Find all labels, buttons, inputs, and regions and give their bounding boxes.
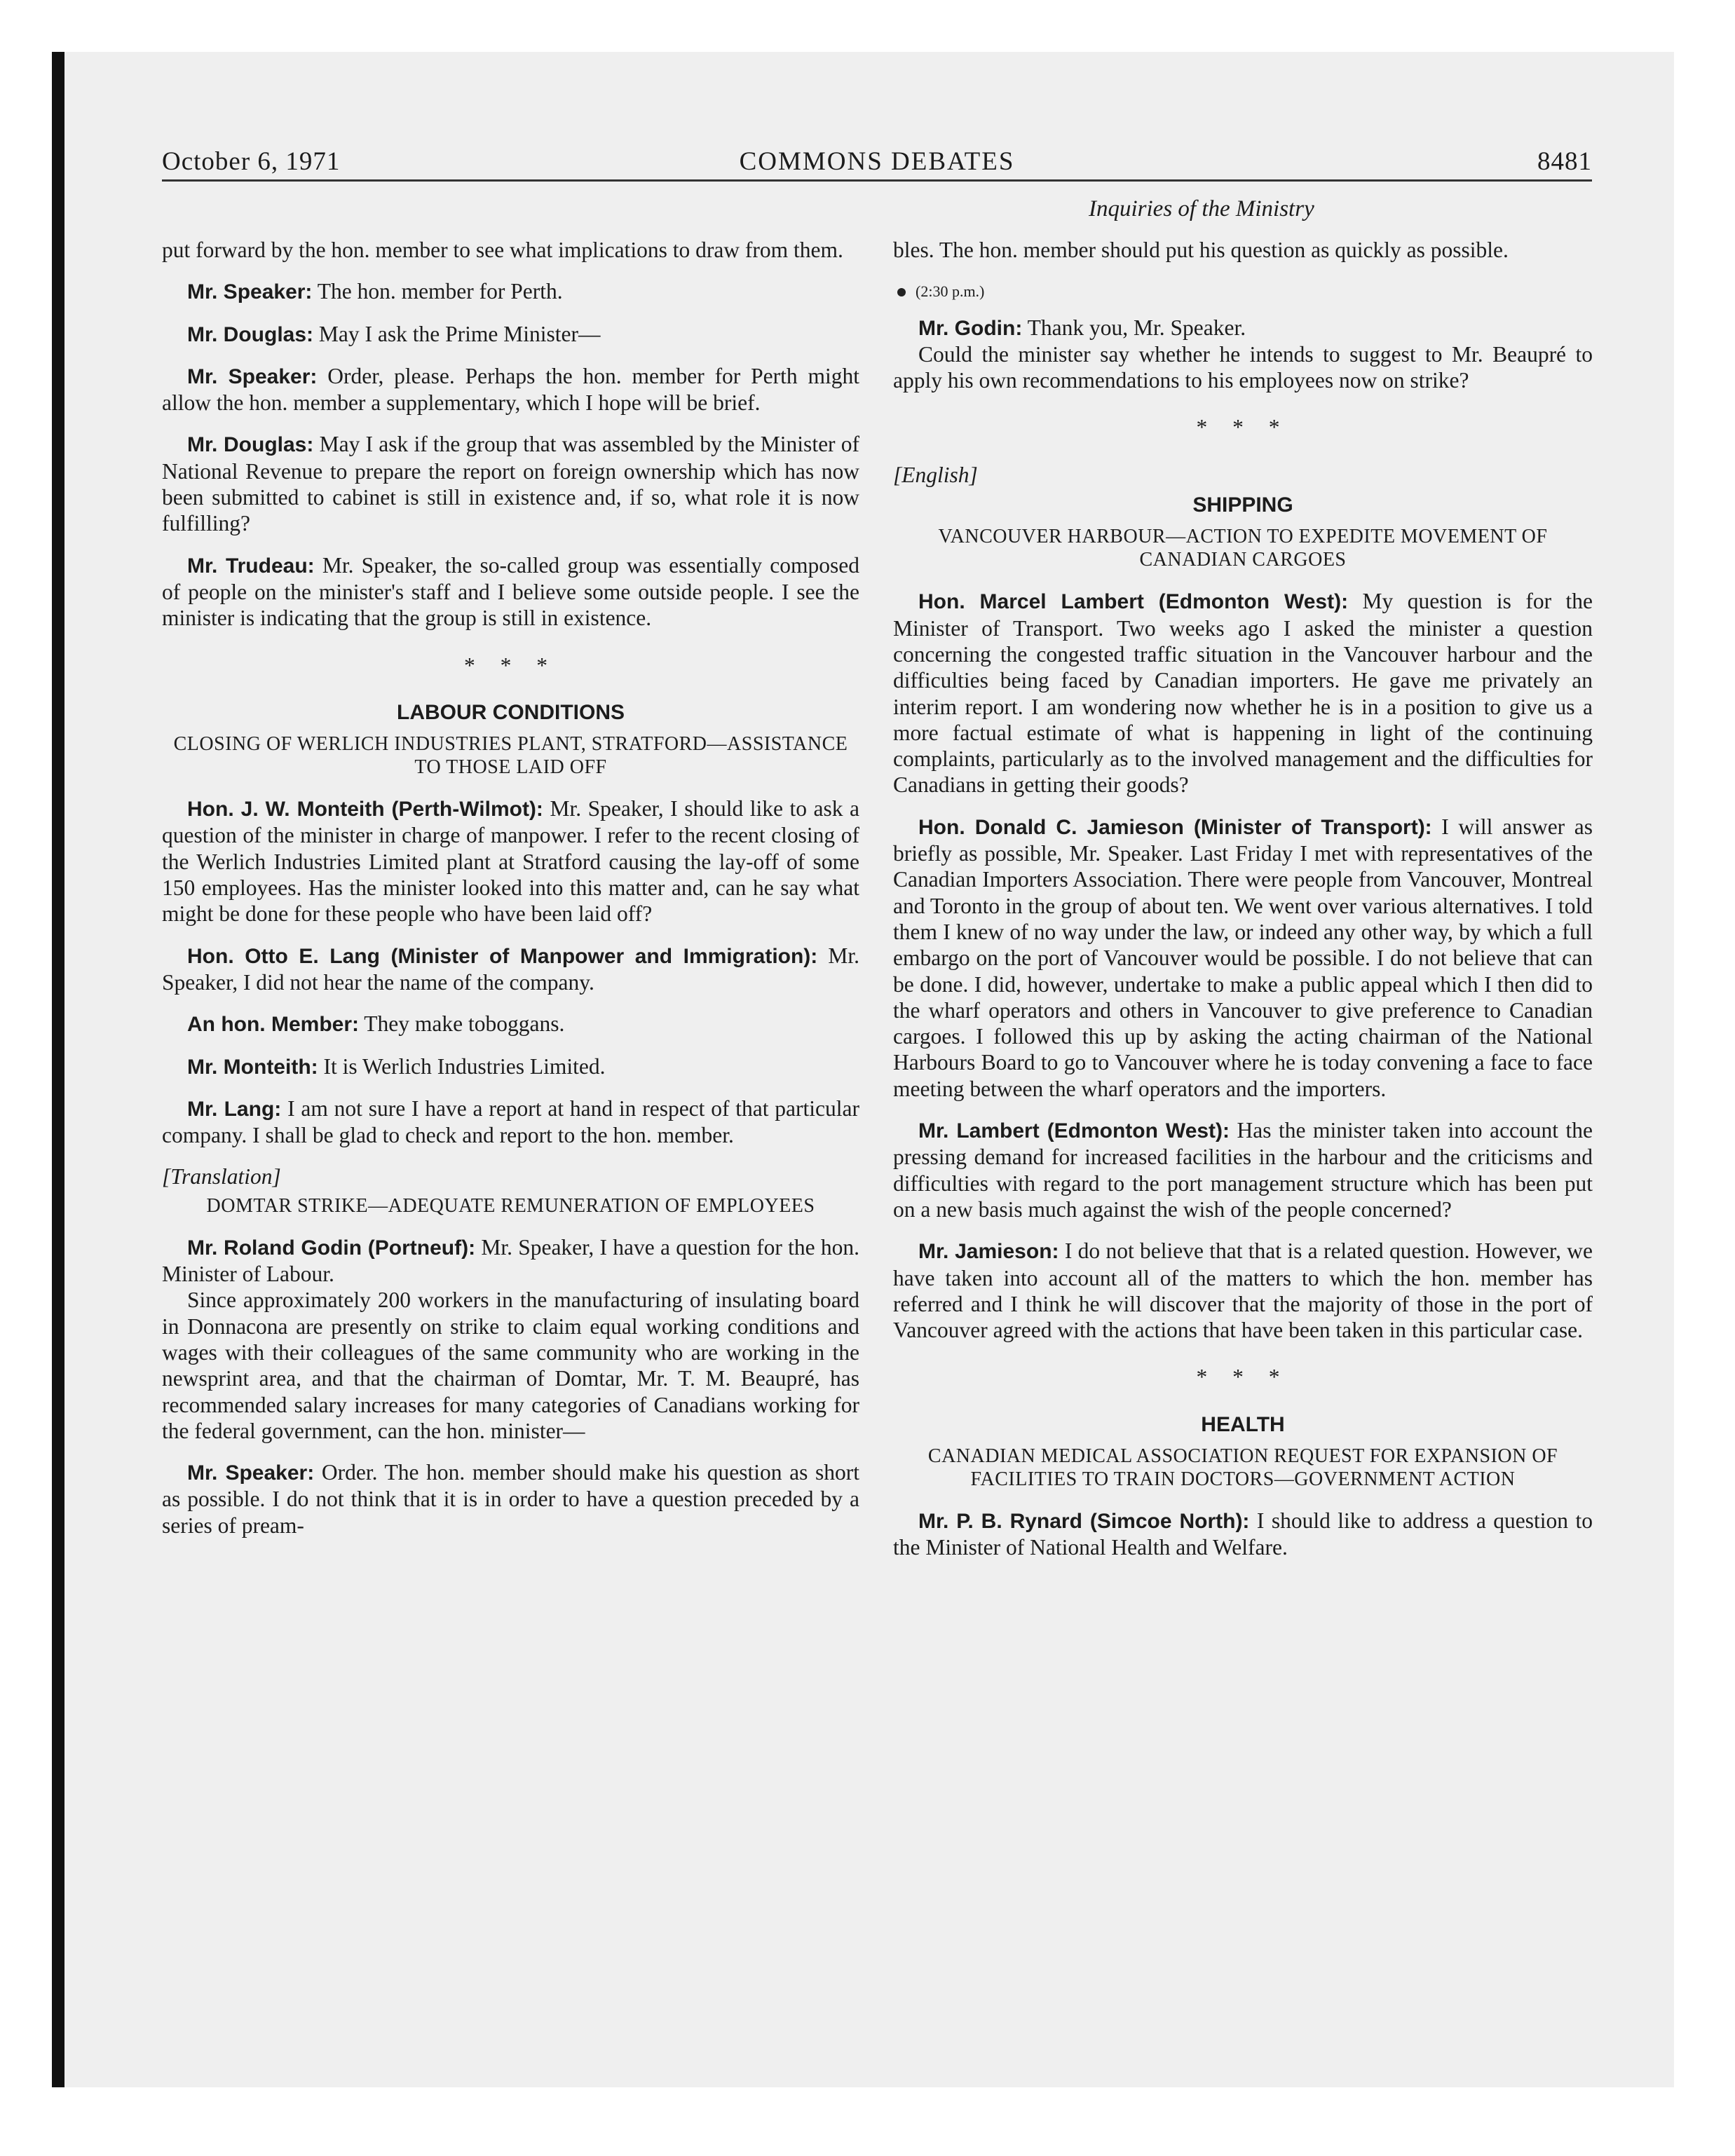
section-subheading: DOMTAR STRIKE—ADEQUATE REMUNERATION OF EMPLOYEES (206, 1194, 815, 1217)
speech-text: Order, please. Perhaps the hon. member for Perth might allow the hon. member a supplementary, which I hope will be brief. (162, 363, 860, 416)
speech-text: May I ask if the group that was assembled by the Minister of National Revenue to prepare the report on foreign ownership which has now been submitted to cabinet is still in existence and, if so, what role it is now fulfilling? (162, 432, 859, 536)
speech-paragraph (162, 1234, 859, 1288)
speaker-name: Mr. Speaker: (187, 364, 318, 388)
speech-paragraph (162, 278, 859, 305)
speech-paragraph (893, 237, 1593, 263)
speaker-name: Hon. J. W. Monteith (Perth-Wilmot): (187, 798, 543, 821)
speech-paragraph (893, 1508, 1593, 1561)
speech-text: Mr. Speaker, I have a question for the hon. Minister of Labour. (162, 1234, 860, 1287)
speaker-name: Mr. P. B. Rynard (Simcoe North): (918, 1509, 1250, 1533)
section-divider: * * * (464, 653, 557, 678)
speech-text: My question is for the Minister of Transport. Two weeks ago I asked the minister a question concerning the congested traffic situation in the Vancouver harbour and the difficulties being faced by Canadian importers. He gave me privately an interim report. I am wondering now whether he is in a position to give us a more factual estimate of what is happening in light of the continuing complaints, particularly as to the involved management and the difficulties for Canadians in getting their goods? (893, 589, 1593, 798)
time-text: (2:30 p.m.) (916, 282, 985, 301)
speaker-name: An hon. Member: (187, 1013, 359, 1037)
speech-paragraph (162, 431, 859, 536)
speech-paragraph (893, 588, 1593, 798)
speech-text: Order. The hon. member should make his question as short as possible. I do not think that it is in order to have a question preceded by a series of pream- (162, 1460, 859, 1538)
speech-paragraph (893, 1117, 1593, 1222)
speech-text: Thank you, Mr. Speaker. (1022, 315, 1246, 340)
speech-paragraph (162, 321, 859, 348)
language-note: [English] (893, 462, 978, 487)
header-title: COMMONS DEBATES (739, 147, 1015, 176)
speech-paragraph (162, 1459, 859, 1538)
speech-text: Could the minister say whether he intends to suggest to Mr. Beaupré to apply his own recommendations to his employees now on strike? (893, 341, 1593, 393)
speech-text: Mr. Speaker, I did not hear the name of the company. (162, 943, 859, 995)
right-column (893, 237, 1593, 1576)
speaker-name: Mr. Speaker: (187, 1461, 315, 1485)
speech-paragraph (162, 796, 859, 927)
time-marker (893, 278, 1593, 304)
speech-text: Since approximately 200 workers in the manufacturing of insulating board in Donnacona are presently on strike to claim equal working conditions and wages with their colleagues of the same community who are working in the newsprint area, and that the chairman of Domtar, Mr. T. M. Beaupré, has recommended salary increases for many categories of Canadians working for the federal government, can the hon. minister— (162, 1288, 859, 1443)
speaker-name: Mr. Douglas: (187, 433, 314, 457)
section-heading: SHIPPING (1192, 493, 1293, 517)
speech-paragraph (162, 943, 859, 996)
section-subheading: CANADIAN MEDICAL ASSOCIATION REQUEST FOR EXPANSION OF FACILITIES TO TRAIN DOCTORS—GOVERNMENT ACTION (927, 1445, 1558, 1490)
speech-paragraph (162, 1096, 859, 1149)
speech-text: Mr. Speaker, I should like to ask a question of the minister in charge of manpower. I refer to the recent closing of the Werlich Industries Limited plant at Stratford causing the lay-off of some 150 employees. Has the minister looked into this matter and, can he say what might be done for these people who have been laid off? (162, 796, 859, 927)
speech-paragraph (162, 363, 859, 416)
speech-text: The hon. member for Perth. (312, 279, 563, 304)
speaker-name: Hon. Donald C. Jamieson (Minister of Transport): (918, 815, 1432, 839)
speech-text: Has the minister taken into account the pressing demand for increased facilities in the harbour and the criticisms and difficulties with regard to the port management structure which has been put on a new basis much against the wish of the people concerned? (893, 1118, 1593, 1222)
speech-text: Mr. Speaker, the so-called group was essentially composed of people on the minister's staff and I believe some outside people. I see the minister is indicating that the group is still in existence. (162, 552, 859, 631)
speaker-name: Mr. Trudeau: (187, 554, 315, 578)
speaker-name: Mr. Monteith: (187, 1055, 318, 1079)
section-divider: * * * (1196, 1365, 1290, 1390)
bullet-icon (897, 288, 906, 296)
speaker-name: Hon. Otto E. Lang (Minister of Manpower and Immigration): (187, 944, 818, 968)
speech-paragraph (162, 1287, 859, 1444)
speech-paragraph (162, 1053, 859, 1080)
header-date: October 6, 1971 (162, 147, 341, 176)
speech-paragraph (893, 814, 1593, 1102)
speech-text: I should like to address a question to the Minister of National Health and Welfare. (893, 1508, 1593, 1560)
running-head: Inquiries of the Ministry (1089, 196, 1314, 221)
left-column (162, 237, 859, 1554)
speech-text: I do not believe that that is a related question. However, we have taken into account all of the matters to which the hon. member has referred and I think he will discover that the majority of those in the port of Vancouver agreed with the actions that have been taken in this particular case. (893, 1239, 1593, 1343)
speaker-name: Hon. Marcel Lambert (Edmonton West): (918, 590, 1349, 614)
section-heading: LABOUR CONDITIONS (397, 700, 625, 724)
header-page-number: 8481 (1537, 147, 1592, 176)
speech-text: bles. The hon. member should put his question as quickly as possible. (893, 238, 1509, 262)
speech-text: put forward by the hon. member to see what implications to draw from them. (162, 238, 843, 262)
speaker-name: Mr. Roland Godin (Portneuf): (187, 1236, 476, 1260)
speech-paragraph (893, 315, 1593, 341)
section-subheading: VANCOUVER HARBOUR—ACTION TO EXPEDITE MOVEMENT OF CANADIAN CARGOES (938, 526, 1548, 571)
section-divider: * * * (1196, 415, 1290, 440)
speech-paragraph (893, 1238, 1593, 1343)
speaker-name: Mr. Douglas: (187, 322, 314, 346)
section-subheading: CLOSING OF WERLICH INDUSTRIES PLANT, STRATFORD—ASSISTANCE TO THOSE LAID OFF (173, 733, 848, 779)
speech-text: I am not sure I have a report at hand in respect of that particular company. I shall be glad to check and report to the hon. member. (162, 1096, 859, 1148)
speech-paragraph (162, 552, 859, 632)
speaker-name: Mr. Lang: (187, 1097, 282, 1121)
speaker-name: Mr. Lambert (Edmonton West): (918, 1119, 1230, 1143)
speech-text: I will answer as briefly as possible, Mr. Speaker. Last Friday I met with representatives of the Canadian Importers Association. There were people from Vancouver, Montreal and Toronto in the group of about ten. We went over various alternatives. I told them I knew of no way under the law, or indeed any other way, by which a full embargo on the port of Vancouver would be possible. I do not believe that can be done. I did, however, undertake to make a public appeal which I then did to the wharf operators and others in Vancouver to give preference to Canadian cargoes. I followed this up by asking the acting chairman of the National Harbours Board to go to Vancouver where he is today convening a face to face meeting between the wharf operators and the importers. (893, 814, 1593, 1101)
language-note: [Translation] (162, 1164, 281, 1189)
speech-text: May I ask the Prime Minister— (313, 321, 601, 346)
speaker-name: Mr. Speaker: (187, 280, 313, 304)
speech-paragraph (162, 237, 859, 263)
speech-text: They make toboggans. (359, 1011, 565, 1037)
section-heading: HEALTH (1201, 1412, 1285, 1436)
speech-paragraph (893, 341, 1593, 394)
speaker-name: Mr. Godin: (918, 316, 1023, 340)
speech-text: It is Werlich Industries Limited. (318, 1053, 606, 1079)
speech-paragraph (162, 1011, 859, 1037)
speaker-name: Mr. Jamieson: (918, 1240, 1059, 1264)
page-header (162, 143, 1592, 182)
